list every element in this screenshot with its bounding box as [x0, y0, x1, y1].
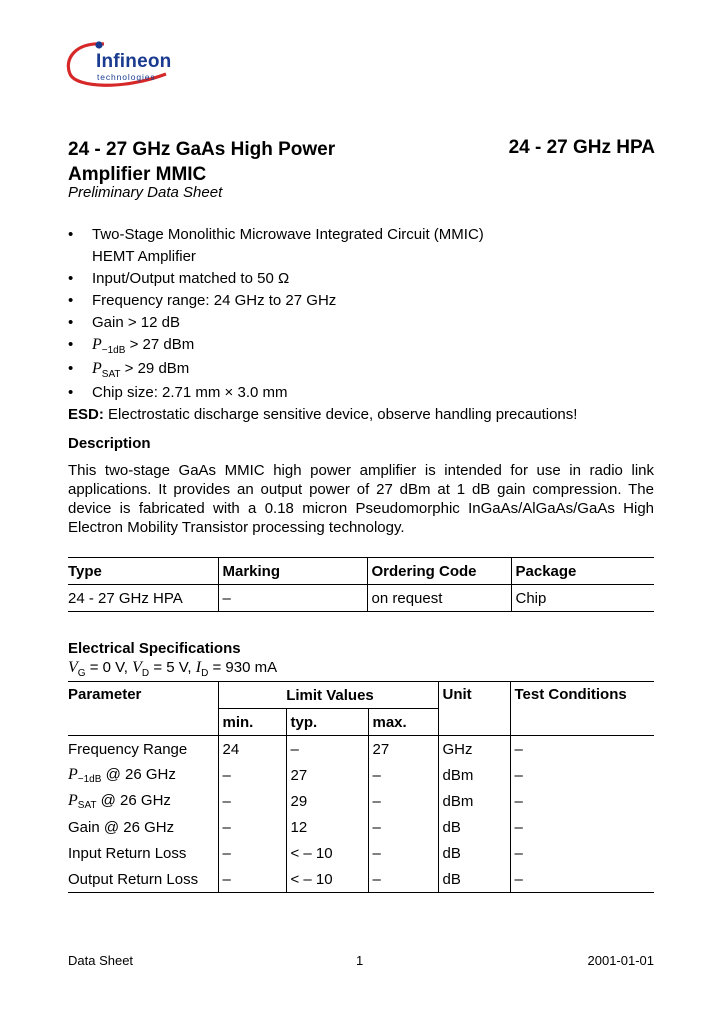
table-cell: Input Return Loss	[68, 844, 187, 862]
symbol-subscript: G	[77, 668, 86, 679]
bullet-icon: •	[68, 226, 74, 243]
condition-value: = 5 V,	[149, 659, 196, 676]
table-row	[68, 866, 654, 893]
esd-warning	[68, 404, 658, 426]
table-cell: –	[510, 814, 654, 840]
table-cell: dBm	[438, 788, 510, 814]
table-row	[68, 814, 654, 840]
column-header: typ.	[286, 709, 368, 736]
symbol-subscript: SAT	[101, 369, 121, 380]
table-cell: –	[368, 866, 438, 893]
table-cell: dB	[438, 814, 510, 840]
bullet-icon: •	[68, 384, 74, 401]
table-cell: –	[218, 585, 367, 612]
table-cell: –	[510, 866, 654, 893]
table-cell: –	[218, 866, 286, 893]
feature-text: Two-Stage Monolithic Microwave Integrated Circuit (MMIC)	[92, 226, 484, 243]
table-header-row	[68, 558, 654, 585]
feature-text: Chip size: 2.71 mm × 3.0 mm	[92, 384, 288, 401]
table-cell: dB	[438, 866, 510, 893]
title-line-1: 24 - 27 GHz GaAs High Power	[68, 139, 336, 160]
table-cell: –	[510, 762, 654, 788]
condition-value: = 930 mA	[208, 659, 278, 676]
table-cell: –	[368, 814, 438, 840]
table-header-row	[68, 682, 654, 709]
condition-value: = 0 V,	[85, 659, 133, 676]
symbol: P	[92, 360, 102, 377]
feature-list	[68, 224, 658, 426]
logo-brand: Infineon	[96, 51, 172, 72]
footer-date: 2001-01-01	[587, 953, 654, 968]
feature-text: Input/Output matched to 50 Ω	[92, 270, 290, 287]
symbol: V	[132, 659, 142, 676]
table-cell: < – 10	[286, 840, 368, 866]
symbol-subscript: −1dB	[77, 774, 102, 785]
section-heading-description: Description	[68, 435, 151, 452]
esd-text: Electrostatic discharge sensitive device, observe handling precautions!	[103, 406, 578, 423]
feature-text: > 29 dBm	[120, 360, 190, 377]
table-cell: 12	[286, 814, 368, 840]
symbol: I	[195, 659, 202, 676]
table-cell: Frequency Range	[68, 740, 188, 758]
infineon-logo	[64, 38, 174, 94]
product-code: 24 - 27 GHz HPA	[508, 137, 655, 158]
symbol-subscript: −1dB	[101, 345, 126, 356]
table-cell: < – 10	[286, 866, 368, 893]
logo-tagline: technologies	[97, 72, 156, 82]
table-cell	[68, 762, 218, 788]
list-item	[68, 290, 658, 312]
table-cell: –	[510, 840, 654, 866]
table-cell: Chip	[511, 585, 654, 612]
table-cell: 24 - 27 GHz HPA	[68, 585, 218, 612]
specs-table	[68, 681, 654, 893]
column-header: Unit	[438, 682, 510, 736]
param-text: @ 26 GHz	[101, 766, 176, 783]
table-cell: –	[286, 736, 368, 763]
page-number: 1	[356, 953, 364, 968]
table-cell: Gain @ 26 GHz	[68, 818, 175, 836]
column-header: Package	[511, 558, 654, 585]
table-cell	[68, 788, 218, 814]
table-cell: –	[218, 762, 286, 788]
list-item	[68, 358, 658, 382]
table-cell: 24	[218, 736, 286, 763]
document-subtitle: Preliminary Data Sheet	[68, 184, 223, 201]
table-cell: –	[368, 840, 438, 866]
page-title	[68, 137, 398, 187]
feature-text: Frequency range: 24 GHz to 27 GHz	[92, 292, 337, 309]
list-item	[68, 334, 658, 358]
table-cell: –	[510, 736, 654, 763]
column-header: Ordering Code	[367, 558, 511, 585]
table-row	[68, 736, 654, 763]
param-text: @ 26 GHz	[96, 792, 171, 809]
feature-text: HEMT Amplifier	[92, 248, 196, 265]
table-cell: –	[218, 788, 286, 814]
table-cell: –	[218, 840, 286, 866]
table-cell: dBm	[438, 762, 510, 788]
column-header: max.	[368, 709, 438, 736]
bullet-icon: •	[68, 360, 74, 377]
symbol: V	[68, 659, 78, 676]
bullet-icon: •	[68, 336, 74, 353]
table-cell: –	[510, 788, 654, 814]
table-row	[68, 585, 654, 612]
table-row	[68, 840, 654, 866]
column-header: Type	[68, 558, 218, 585]
table-row	[68, 788, 654, 814]
footer-doc-type: Data Sheet	[68, 953, 134, 968]
table-cell: 29	[286, 788, 368, 814]
bullet-icon: •	[68, 292, 74, 309]
table-cell: on request	[367, 585, 511, 612]
table-cell: –	[368, 762, 438, 788]
bullet-icon: •	[68, 314, 74, 331]
table-cell: –	[368, 788, 438, 814]
esd-label: ESD:	[68, 406, 104, 423]
column-header: Test Conditions	[510, 682, 654, 736]
description-text: This two-stage GaAs MMIC high power amplifier is intended for use in radio link applications. It provides an output power of 27 dBm at 1 dB gain compression. The device is fabricated with a 0.18 micron Pseudomorphic InGaAs/AlGaAs/GaAs High Electron Mobility Transistor processing technology.	[68, 462, 654, 536]
list-item	[68, 224, 658, 268]
symbol: P	[68, 792, 78, 809]
feature-text: > 27 dBm	[125, 336, 195, 353]
table-cell: Output Return Loss	[68, 870, 199, 888]
table-cell: dB	[438, 840, 510, 866]
column-header: Limit Values	[218, 682, 438, 709]
symbol-subscript: D	[201, 668, 209, 679]
column-header: min.	[218, 709, 286, 736]
section-heading-specs: Electrical Specifications	[68, 640, 241, 657]
table-cell: GHz	[438, 736, 510, 763]
table-cell: 27	[286, 762, 368, 788]
table-cell: –	[218, 814, 286, 840]
list-item	[68, 312, 658, 334]
table-cell: 27	[368, 736, 438, 763]
column-header: Parameter	[68, 682, 218, 736]
symbol-subscript: D	[141, 668, 150, 679]
symbol: P	[92, 336, 102, 353]
title-line-2: Amplifier MMIC	[68, 164, 207, 185]
table-row	[68, 762, 654, 788]
column-header: Marking	[218, 558, 367, 585]
bias-conditions	[68, 659, 277, 679]
symbol-subscript: SAT	[77, 800, 97, 811]
bullet-icon: •	[68, 270, 74, 287]
list-item	[68, 382, 658, 404]
ordering-table	[68, 557, 654, 612]
list-item	[68, 268, 658, 290]
symbol: P	[68, 766, 78, 783]
feature-text: Gain > 12 dB	[92, 314, 180, 331]
